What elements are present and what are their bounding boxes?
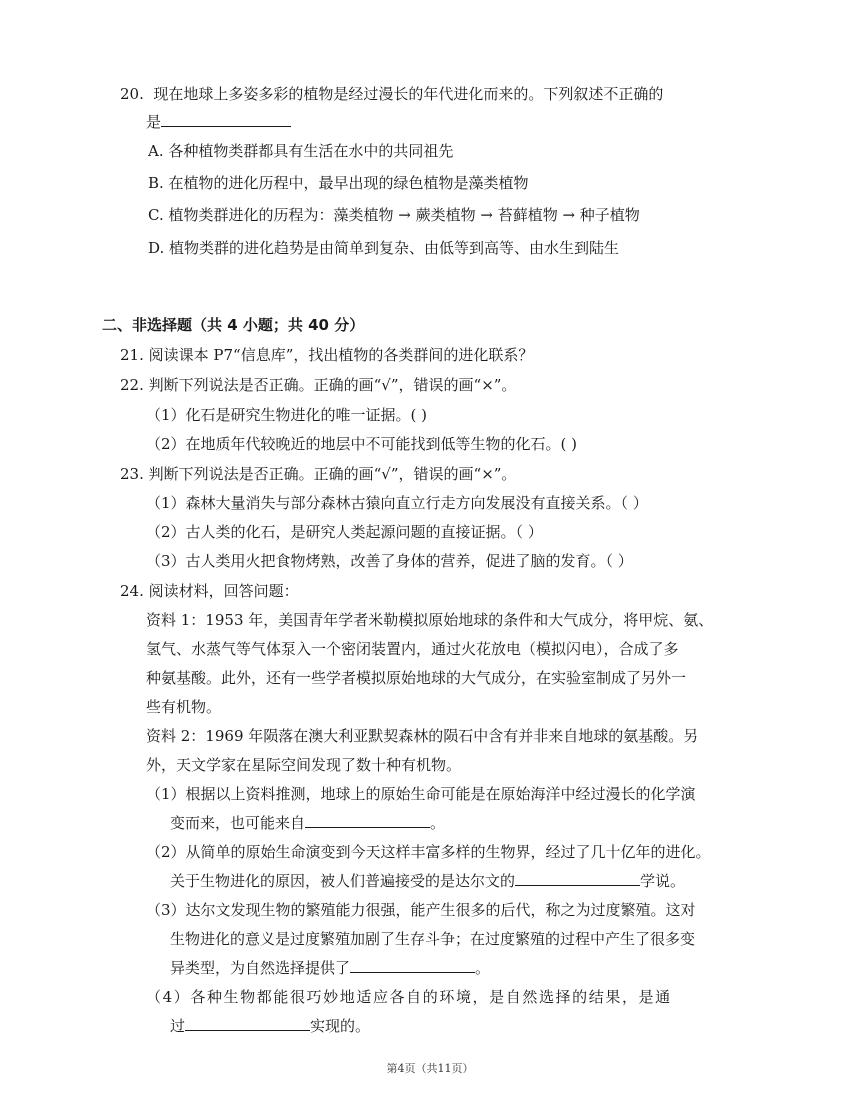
q24-sub3-line3 xyxy=(170,958,490,978)
q21-text: 21. 阅读课本 P7“信息库”，找出植物的各类群间的进化联系？ xyxy=(120,346,534,364)
q24-sub4-suffix: 实现的。 xyxy=(310,1017,371,1035)
q24-material2-line1: 资料 2：1969 年陨落在澳大利亚默契森林的陨石中含有并非来自地球的氨基酸。另 xyxy=(146,727,699,745)
q22-text: 22. 判断下列说法是否正确。正确的画“√”，错误的画“×”。 xyxy=(120,376,517,394)
q24-sub1-line1: （1）根据以上资料推测，地球上的原始生命可能是在原始海洋中经过漫长的化学演 xyxy=(146,785,696,803)
q24-sub2-line1: （2）从简单的原始生命演变到今天这样丰富多样的生物界，经过了几十亿年的进化。 xyxy=(146,843,711,861)
q24-sub2-prefix: 关于生物进化的原因，被人们普遍接受的是达尔文的 xyxy=(170,872,516,890)
q20-option-a: A. 各种植物类群都具有生活在水中的共同祖先 xyxy=(148,142,454,160)
page-footer: 第4页（共11页） xyxy=(386,1062,474,1075)
q24-material1-line2: 氢气、水蒸气等气体泵入一个密闭装置内，通过火花放电（模拟闪电），合成了多 xyxy=(146,640,679,658)
q24-sub2-line2 xyxy=(170,871,685,891)
q24-sub3-suffix: 。 xyxy=(475,959,491,977)
q24-sub3-prefix: 异类型，为自然选择提供了 xyxy=(170,959,351,977)
q24-sub3-blank[interactable] xyxy=(350,958,475,973)
q24-sub1-suffix: 。 xyxy=(430,814,446,832)
q23-item-1: （1）森林大量消失与部分森林古猿向直立行走方向发展没有直接关系。（ ） xyxy=(146,494,648,512)
q24-sub1-prefix: 变而来，也可能来自 xyxy=(170,814,306,832)
q24-sub2-suffix: 学说。 xyxy=(640,872,686,890)
section-title: 二、非选择题（共 4 小题；共 40 分） xyxy=(102,316,365,334)
q20-option-c: C. 植物类群进化的历程为：藻类植物 → 蕨类植物 → 苔藓植物 → 种子植物 xyxy=(148,206,640,224)
q24-sub4-blank[interactable] xyxy=(185,1016,310,1031)
q20-number: 20. xyxy=(120,85,144,103)
q23-text: 23. 判断下列说法是否正确。正确的画“√”，错误的画“×”。 xyxy=(120,465,517,483)
q24-sub1-line2 xyxy=(170,813,445,833)
q20-option-d: D. 植物类群的进化趋势是由简单到复杂、由低等到高等、由水生到陆生 xyxy=(148,239,620,257)
q22-item-1: （1）化石是研究生物进化的唯一证据。( ) xyxy=(146,406,428,424)
q24-material2-line2: 外，天文学家在星际空间发现了数十种有机物。 xyxy=(146,756,462,774)
q24-sub4-line2 xyxy=(170,1016,370,1036)
q24-text: 24. 阅读材料，回答问题： xyxy=(120,582,299,600)
q20-stem-text: 现在地球上多姿多彩的植物是经过漫长的年代进化而来的。下列叙述不正确的 xyxy=(153,85,664,103)
q24-sub2-blank[interactable] xyxy=(515,871,640,886)
q24-material1-line3: 种氨基酸。此外，还有一些学者模拟原始地球的大气成分，在实验室制成了另外一 xyxy=(146,669,687,687)
q24-material1-line4: 些有机物。 xyxy=(146,698,222,716)
q24-sub1-blank[interactable] xyxy=(305,813,430,828)
q24-sub4-prefix: 过 xyxy=(170,1017,186,1035)
q20-stem-line1 xyxy=(120,84,663,104)
q20-stem-line2 xyxy=(146,112,291,132)
q20-stem-text-2: 是 xyxy=(146,113,162,131)
q23-item-2: （2）古人类的化石，是研究人类起源问题的直接证据。（ ） xyxy=(146,523,543,541)
q22-item-2: （2）在地质年代较晚近的地层中不可能找到低等生物的化石。( ) xyxy=(146,435,578,453)
q23-item-3: （3）古人类用火把食物烤熟，改善了身体的营养，促进了脑的发育。（ ） xyxy=(146,552,633,570)
q24-sub3-line2: 生物进化的意义是过度繁殖加剧了生存斗争；在过度繁殖的过程中产生了很多变 xyxy=(170,930,696,948)
q20-answer-blank[interactable] xyxy=(161,112,291,127)
q24-sub3-line1: （3）达尔文发现生物的繁殖能力很强，能产生很多的后代，称之为过度繁殖。这对 xyxy=(146,901,696,919)
q24-material1-line1: 资料 1：1953 年，美国青年学者米勒模拟原始地球的条件和大气成分，将甲烷、氨、 xyxy=(146,611,714,629)
q24-sub4-line1: （4）各种生物都能很巧妙地适应各自的环境，是自然选择的结果，是通 xyxy=(146,988,672,1006)
q20-option-b: B. 在植物的进化历程中，最早出现的绿色植物是藻类植物 xyxy=(148,174,529,192)
